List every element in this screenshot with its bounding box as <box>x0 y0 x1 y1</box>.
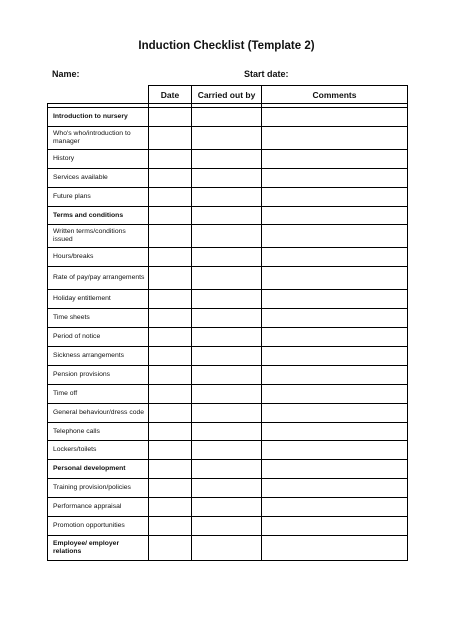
table-row <box>48 328 408 347</box>
date-cell[interactable] <box>149 535 192 560</box>
date-cell[interactable] <box>149 460 192 479</box>
item-label-cell: Pension provisions <box>48 365 149 384</box>
comments-cell[interactable] <box>262 168 408 187</box>
comments-cell[interactable] <box>262 309 408 328</box>
header-carried-out-by: Carried out by <box>192 86 262 104</box>
carried-out-by-cell[interactable] <box>192 168 262 187</box>
item-label-cell: Hours/breaks <box>48 248 149 267</box>
carried-out-by-cell[interactable] <box>192 328 262 347</box>
item-label-cell: Who's who/introduction to manager <box>48 126 149 149</box>
date-cell[interactable] <box>149 248 192 267</box>
header-date: Date <box>149 86 192 104</box>
item-label-cell: Lockers/toilets <box>48 441 149 460</box>
item-label-cell: Period of notice <box>48 328 149 347</box>
comments-cell[interactable] <box>262 149 408 168</box>
date-cell[interactable] <box>149 328 192 347</box>
item-label-cell: Time sheets <box>48 309 149 328</box>
carried-out-by-cell[interactable] <box>192 422 262 441</box>
item-label-cell: Telephone calls <box>48 422 149 441</box>
carried-out-by-cell[interactable] <box>192 248 262 267</box>
comments-cell[interactable] <box>262 403 408 422</box>
carried-out-by-cell[interactable] <box>192 479 262 498</box>
date-cell[interactable] <box>149 403 192 422</box>
date-cell[interactable] <box>149 187 192 206</box>
table-row <box>48 384 408 403</box>
page-title: Induction Checklist (Template 2) <box>138 40 315 52</box>
date-cell[interactable] <box>149 168 192 187</box>
comments-cell[interactable] <box>262 187 408 206</box>
table-row <box>48 267 408 290</box>
date-cell[interactable] <box>149 126 192 149</box>
comments-cell[interactable] <box>262 347 408 366</box>
carried-out-by-cell[interactable] <box>192 290 262 309</box>
table-row <box>48 460 408 479</box>
table-row <box>48 347 408 366</box>
carried-out-by-cell[interactable] <box>192 365 262 384</box>
header-comments: Comments <box>262 86 408 104</box>
name-field-label: Name: <box>52 69 80 79</box>
item-label-cell: Written terms/conditions issued <box>48 225 149 248</box>
comments-cell[interactable] <box>262 126 408 149</box>
table-row <box>48 422 408 441</box>
item-label-cell: Sickness arrangements <box>48 347 149 366</box>
item-label-cell: General behaviour/dress code <box>48 403 149 422</box>
item-label-cell: Services available <box>48 168 149 187</box>
comments-cell[interactable] <box>262 517 408 536</box>
item-label-cell: Holiday entitlement <box>48 290 149 309</box>
comments-cell[interactable] <box>262 422 408 441</box>
carried-out-by-cell[interactable] <box>192 460 262 479</box>
table-row <box>48 498 408 517</box>
item-label-cell: History <box>48 149 149 168</box>
carried-out-by-cell[interactable] <box>192 225 262 248</box>
section-heading-cell: Employee/ employer relations <box>48 535 149 560</box>
section-heading-cell: Introduction to nursery <box>48 108 149 127</box>
table-row <box>48 206 408 225</box>
table-row <box>48 441 408 460</box>
comments-cell[interactable] <box>262 206 408 225</box>
carried-out-by-cell[interactable] <box>192 441 262 460</box>
carried-out-by-cell[interactable] <box>192 126 262 149</box>
date-cell[interactable] <box>149 206 192 225</box>
comments-cell[interactable] <box>262 479 408 498</box>
date-cell[interactable] <box>149 517 192 536</box>
table-row <box>48 225 408 248</box>
carried-out-by-cell[interactable] <box>192 535 262 560</box>
date-cell[interactable] <box>149 267 192 290</box>
date-cell[interactable] <box>149 384 192 403</box>
carried-out-by-cell[interactable] <box>192 108 262 127</box>
item-label-cell: Performance appraisal <box>48 498 149 517</box>
table-row <box>48 187 408 206</box>
item-label-cell: Future plans <box>48 187 149 206</box>
table-row <box>48 168 408 187</box>
comments-cell[interactable] <box>262 535 408 560</box>
comments-cell[interactable] <box>262 441 408 460</box>
date-cell[interactable] <box>149 225 192 248</box>
item-label-cell: Promotion opportunities <box>48 517 149 536</box>
section-heading-cell: Personal development <box>48 460 149 479</box>
date-cell[interactable] <box>149 108 192 127</box>
header-row <box>48 86 408 104</box>
item-label-cell: Rate of pay/pay arrangements <box>48 267 149 290</box>
date-cell[interactable] <box>149 365 192 384</box>
carried-out-by-cell[interactable] <box>192 384 262 403</box>
date-cell[interactable] <box>149 309 192 328</box>
comments-cell[interactable] <box>262 384 408 403</box>
comments-cell[interactable] <box>262 267 408 290</box>
table-row <box>48 403 408 422</box>
comments-cell[interactable] <box>262 365 408 384</box>
date-cell[interactable] <box>149 149 192 168</box>
table-row <box>48 535 408 560</box>
item-label-cell: Training provision/policies <box>48 479 149 498</box>
table-row <box>48 479 408 498</box>
section-heading-cell: Terms and conditions <box>48 206 149 225</box>
comments-cell[interactable] <box>262 328 408 347</box>
start-date-field-label: Start date: <box>244 69 289 79</box>
carried-out-by-cell[interactable] <box>192 206 262 225</box>
date-cell[interactable] <box>149 498 192 517</box>
carried-out-by-cell[interactable] <box>192 403 262 422</box>
comments-cell[interactable] <box>262 290 408 309</box>
carried-out-by-cell[interactable] <box>192 267 262 290</box>
carried-out-by-cell[interactable] <box>192 187 262 206</box>
carried-out-by-cell[interactable] <box>192 149 262 168</box>
date-cell[interactable] <box>149 422 192 441</box>
table-row <box>48 108 408 127</box>
table-row <box>48 290 408 309</box>
date-cell[interactable] <box>149 347 192 366</box>
comments-cell[interactable] <box>262 225 408 248</box>
comments-cell[interactable] <box>262 248 408 267</box>
date-cell[interactable] <box>149 441 192 460</box>
table-row <box>48 517 408 536</box>
carried-out-by-cell[interactable] <box>192 347 262 366</box>
checklist-table <box>47 85 408 561</box>
carried-out-by-cell[interactable] <box>192 517 262 536</box>
date-cell[interactable] <box>149 290 192 309</box>
table-row <box>48 149 408 168</box>
table-row <box>48 309 408 328</box>
comments-cell[interactable] <box>262 108 408 127</box>
carried-out-by-cell[interactable] <box>192 498 262 517</box>
comments-cell[interactable] <box>262 498 408 517</box>
comments-cell[interactable] <box>262 460 408 479</box>
date-cell[interactable] <box>149 479 192 498</box>
checklist-body <box>48 104 408 561</box>
carried-out-by-cell[interactable] <box>192 309 262 328</box>
table-row <box>48 365 408 384</box>
table-row <box>48 248 408 267</box>
table-row <box>48 126 408 149</box>
item-label-cell: Time off <box>48 384 149 403</box>
header-blank-cell <box>48 86 149 104</box>
